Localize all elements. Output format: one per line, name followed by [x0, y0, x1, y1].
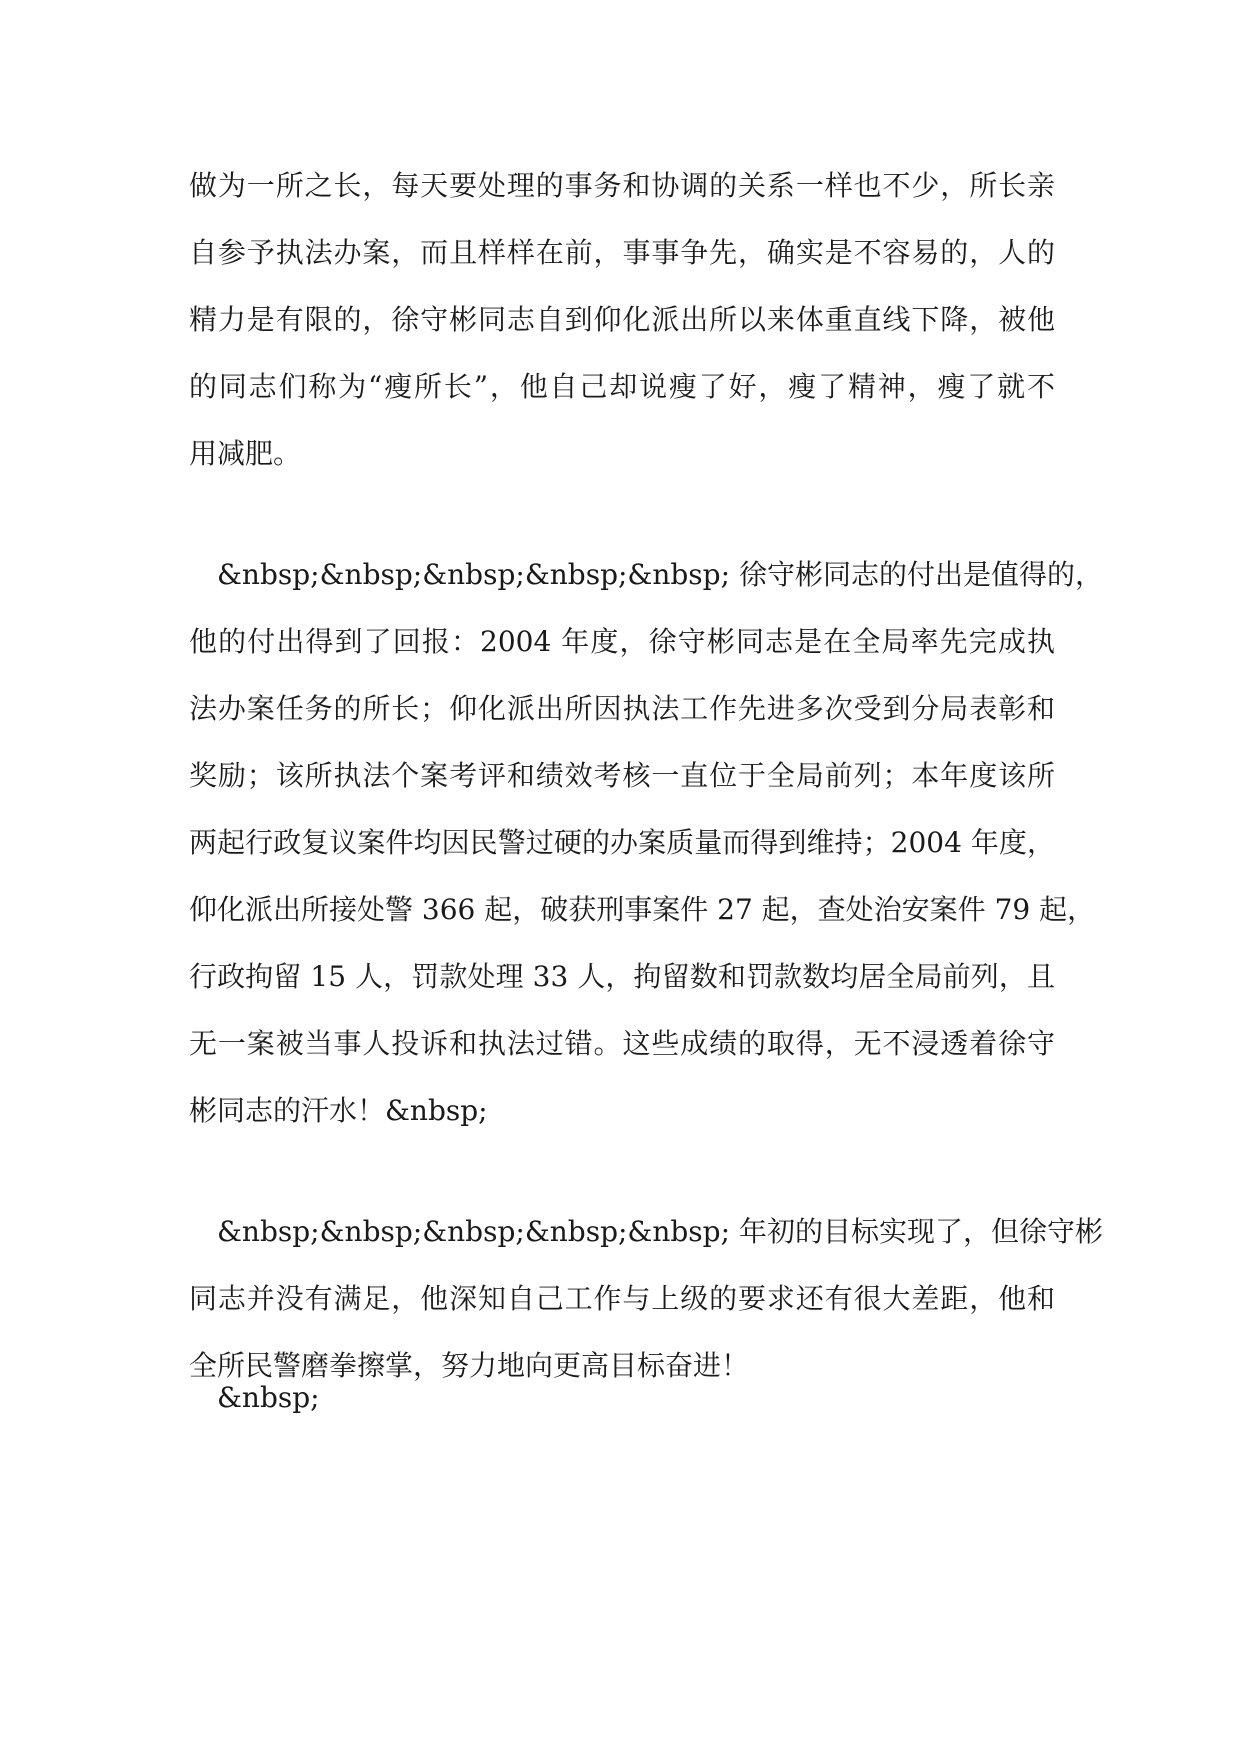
- text-line: 法办案任务的所长；仰化派出所因执法工作先进多次受到分局表彰和: [189, 692, 1055, 725]
- text-line: &nbsp;&nbsp;&nbsp;&nbsp;&nbsp; 徐守彬同志的付出是值得的，: [217, 558, 1103, 591]
- text-line: 自参予执法办案，而且样样在前，事事争先，确实是不容易的，人的: [189, 236, 1055, 269]
- text-line: 彬同志的汗水！&nbsp;: [189, 1094, 488, 1127]
- text-line: 同志并没有满足，他深知自己工作与上级的要求还有很大差距，他和: [189, 1282, 1055, 1315]
- text-line: 行政拘留 15 人，罚款处理 33 人，拘留数和罚款数均居全局前列，且: [189, 960, 1055, 993]
- paragraph-1: [189, 152, 1055, 487]
- paragraph-2: [189, 541, 1103, 1144]
- text-line: &nbsp;&nbsp;&nbsp;&nbsp;&nbsp; 年初的目标实现了，但徐守彬: [217, 1215, 1103, 1248]
- text-line: &nbsp;: [217, 1381, 320, 1414]
- text-line: 全所民警磨拳擦掌，努力地向更高目标奋进！: [189, 1349, 750, 1382]
- text-line: 精力是有限的，徐守彬同志自到仰化派出所以来体重直线下降，被他: [189, 303, 1055, 336]
- text-line: 他的付出得到了回报：2004 年度，徐守彬同志是在全局率先完成执: [189, 625, 1055, 658]
- text-line: 用减肥。: [189, 437, 302, 470]
- text-line: 无一案被当事人投诉和执法过错。这些成绩的取得，无不浸透着徐守: [189, 1027, 1055, 1060]
- text-line: 奖励；该所执法个案考评和绩效考核一直位于全局前列；本年度该所: [189, 759, 1055, 792]
- text-line: 仰化派出所接处警 366 起，破获刑事案件 27 起，查处治安案件 79 起，: [189, 893, 1096, 926]
- text-line: 两起行政复议案件均因民警过硬的办案质量而得到维持；2004 年度，: [189, 826, 1055, 859]
- text-line: 的同志们称为“瘦所长”，他自己却说瘦了好，瘦了精神，瘦了就不: [189, 370, 1055, 403]
- paragraph-4: [189, 1364, 1055, 1431]
- text-line: 做为一所之长，每天要处理的事务和协调的关系一样也不少，所长亲: [189, 169, 1055, 202]
